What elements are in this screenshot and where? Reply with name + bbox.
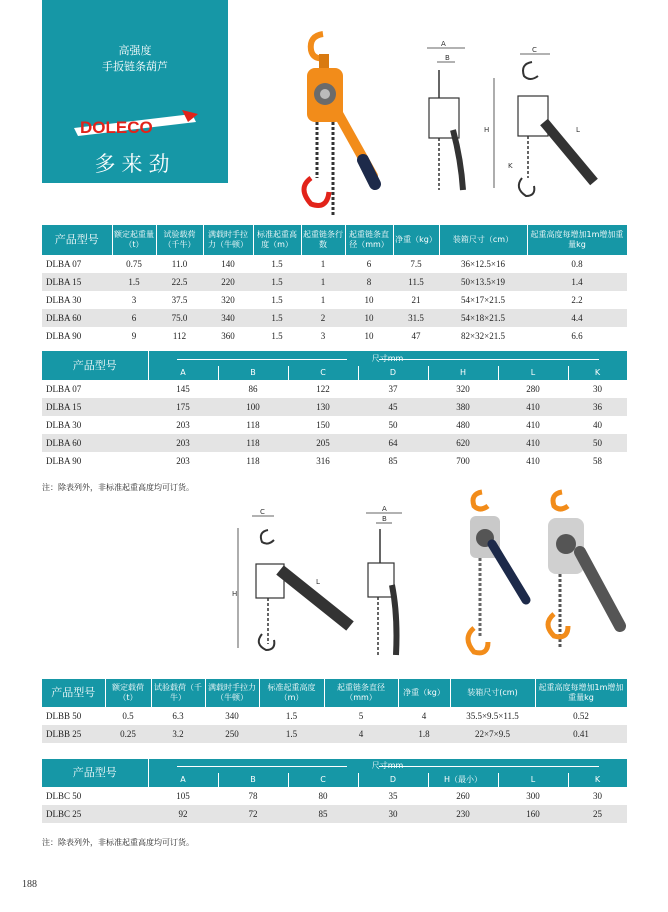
t4-group-header-cell (148, 759, 627, 773)
value-cell: 100 (218, 398, 288, 416)
t4-model-header: 产品型号 (42, 759, 148, 787)
t2-col-header: K (568, 366, 627, 380)
value-cell: 2 (301, 309, 345, 327)
label-c: C (532, 46, 537, 54)
value-cell: 7.5 (393, 255, 439, 273)
value-cell: 320 (203, 291, 253, 309)
label-k: K (508, 162, 513, 170)
value-cell: 0.5 (105, 707, 151, 725)
t3-header: 试验载荷（千牛） (151, 679, 205, 707)
value-cell: 118 (218, 434, 288, 452)
value-cell: 54×18×21.5 (439, 309, 527, 327)
value-cell: 380 (428, 398, 498, 416)
model-cell: DLBA 30 (42, 416, 148, 434)
value-cell: 4 (398, 707, 450, 725)
t4-col-header: D (358, 773, 428, 787)
model-cell: DLBB 25 (42, 725, 105, 743)
spec-table-dlbb (42, 679, 628, 743)
brand-name-cn: 多来劲 (94, 152, 176, 176)
table-row (42, 434, 627, 452)
header-title-line1: 高强度 (118, 44, 152, 57)
value-cell: 250 (205, 725, 259, 743)
t1-header: 起重高度每增加1m增加重量kg (527, 225, 627, 255)
value-cell: 1 (301, 273, 345, 291)
table-row (42, 452, 627, 470)
model-cell: DLBA 15 (42, 273, 112, 291)
label-b: B (382, 515, 387, 523)
t2-col-header: B (218, 366, 288, 380)
model-cell: DLBA 15 (42, 398, 148, 416)
t2-model-header: 产品型号 (42, 351, 148, 380)
label-a: A (441, 40, 446, 48)
t3-body (42, 707, 627, 743)
lever-hoist-photo (285, 28, 377, 220)
t4-col-header: L (498, 773, 568, 787)
model-cell: DLBA 07 (42, 255, 112, 273)
model-cell: DLBA 90 (42, 452, 148, 470)
doleco-logo (70, 108, 200, 142)
value-cell: 1.4 (527, 273, 627, 291)
footnote-1: 注：除表列外，非标准起重高度均可订货。 (42, 483, 194, 492)
value-cell: 0.52 (535, 707, 627, 725)
table-row (42, 380, 627, 398)
table-row (42, 725, 627, 743)
value-cell: 1 (301, 291, 345, 309)
t4-rule-right (379, 766, 599, 767)
value-cell: 30 (568, 787, 627, 805)
value-cell: 203 (148, 434, 218, 452)
value-cell: 30 (358, 805, 428, 823)
table-row (42, 805, 627, 823)
model-cell: DLBA 90 (42, 327, 112, 345)
dlbb-photo-small (458, 488, 532, 658)
value-cell: 31.5 (393, 309, 439, 327)
t1-body (42, 255, 627, 345)
value-cell: 0.8 (527, 255, 627, 273)
value-cell: 50 (358, 416, 428, 434)
value-cell: 205 (288, 434, 358, 452)
value-cell: 3 (301, 327, 345, 345)
value-cell: 122 (288, 380, 358, 398)
value-cell: 11.0 (156, 255, 203, 273)
table-row (42, 707, 627, 725)
t4-group-header: 尺寸mm (371, 761, 404, 770)
value-cell: 118 (218, 416, 288, 434)
label-b: B (445, 54, 450, 62)
value-cell: 22×7×9.5 (450, 725, 535, 743)
value-cell: 4 (324, 725, 398, 743)
value-cell: 9 (112, 327, 156, 345)
dimension-table-dlba (42, 351, 628, 470)
value-cell: 6 (345, 255, 393, 273)
value-cell: 82×32×21.5 (439, 327, 527, 345)
model-cell: DLBA 60 (42, 309, 112, 327)
value-cell: 2.2 (527, 291, 627, 309)
value-cell: 0.25 (105, 725, 151, 743)
t4-col-header: C (288, 773, 358, 787)
value-cell: 140 (203, 255, 253, 273)
t3-header: 装箱尺寸(cm) (450, 679, 535, 707)
value-cell: 40 (568, 416, 627, 434)
t1-header: 产品型号 (42, 225, 112, 255)
value-cell: 22.5 (156, 273, 203, 291)
model-cell: DLBA 60 (42, 434, 148, 452)
footnote-2: 注：除表列外，非标准起重高度均可订货。 (42, 838, 194, 847)
table-row (42, 398, 627, 416)
value-cell: 4.4 (527, 309, 627, 327)
value-cell: 36 (568, 398, 627, 416)
label-l: L (576, 126, 580, 134)
value-cell: 36×12.5×16 (439, 255, 527, 273)
value-cell: 1.5 (253, 309, 301, 327)
label-a: A (382, 505, 387, 513)
value-cell: 410 (498, 416, 568, 434)
table-row (42, 255, 627, 273)
value-cell: 230 (428, 805, 498, 823)
t2-group-header: 尺寸mm (371, 353, 404, 363)
value-cell: 410 (498, 398, 568, 416)
value-cell: 78 (218, 787, 288, 805)
value-cell: 80 (288, 787, 358, 805)
value-cell: 316 (288, 452, 358, 470)
model-cell: DLBC 25 (42, 805, 148, 823)
t3-header: 净重（kg） (398, 679, 450, 707)
value-cell: 203 (148, 452, 218, 470)
value-cell: 1.5 (253, 291, 301, 309)
page-number: 188 (22, 879, 37, 890)
value-cell: 145 (148, 380, 218, 398)
dlbc-photo-large (540, 488, 626, 660)
value-cell: 8 (345, 273, 393, 291)
logo-text: DOLECO (80, 118, 153, 137)
t4-col-header: A (148, 773, 218, 787)
value-cell: 1.5 (112, 273, 156, 291)
value-cell: 64 (358, 434, 428, 452)
value-cell: 150 (288, 416, 358, 434)
value-cell: 6.6 (527, 327, 627, 345)
t1-header: 标准起重高度（m） (253, 225, 301, 255)
t2-rule-left (177, 359, 347, 360)
t4-col-header: H（最小） (428, 773, 498, 787)
label-l: L (316, 578, 320, 586)
value-cell: 6 (112, 309, 156, 327)
model-cell: DLBC 50 (42, 787, 148, 805)
value-cell: 3 (112, 291, 156, 309)
value-cell: 3.2 (151, 725, 205, 743)
t1-header: 试验载荷（千牛） (156, 225, 203, 255)
value-cell: 25 (568, 805, 627, 823)
value-cell: 75.0 (156, 309, 203, 327)
value-cell: 260 (428, 787, 498, 805)
value-cell: 50 (568, 434, 627, 452)
value-cell: 410 (498, 452, 568, 470)
dlbb-side-drawing (232, 508, 354, 658)
value-cell: 86 (218, 380, 288, 398)
value-cell: 0.75 (112, 255, 156, 273)
t1-header: 起重链条直径（mm） (345, 225, 393, 255)
t3-header: 起重高度每增加1m增加重量kg (535, 679, 627, 707)
t2-body (42, 380, 627, 470)
t3-header: 额定载荷（t） (105, 679, 151, 707)
value-cell: 58 (568, 452, 627, 470)
value-cell: 30 (568, 380, 627, 398)
spec-table-dlba (42, 225, 628, 345)
table-row (42, 416, 627, 434)
t4-col-header: B (218, 773, 288, 787)
side-view-drawing (484, 46, 608, 200)
value-cell: 340 (205, 707, 259, 725)
value-cell: 203 (148, 416, 218, 434)
value-cell: 280 (498, 380, 568, 398)
table-row (42, 327, 627, 345)
value-cell: 11.5 (393, 273, 439, 291)
value-cell: 35.5×9.5×11.5 (450, 707, 535, 725)
t4-body (42, 787, 627, 823)
value-cell: 175 (148, 398, 218, 416)
value-cell: 410 (498, 434, 568, 452)
value-cell: 480 (428, 416, 498, 434)
value-cell: 160 (498, 805, 568, 823)
value-cell: 92 (148, 805, 218, 823)
dimension-table-dlbc (42, 759, 628, 823)
label-h: H (232, 590, 238, 598)
dlbb-front-drawing (352, 505, 410, 667)
table-row (42, 273, 627, 291)
value-cell: 72 (218, 805, 288, 823)
t3-header: 满载时手拉力（牛顿） (205, 679, 259, 707)
value-cell: 300 (498, 787, 568, 805)
value-cell: 47 (393, 327, 439, 345)
value-cell: 105 (148, 787, 218, 805)
value-cell: 0.41 (535, 725, 627, 743)
t3-header: 标准起重高度（m） (259, 679, 324, 707)
value-cell: 1.5 (253, 327, 301, 345)
value-cell: 130 (288, 398, 358, 416)
value-cell: 1.5 (253, 273, 301, 291)
t2-rule-right (379, 359, 599, 360)
value-cell: 1.5 (259, 707, 324, 725)
t1-header: 满载时手拉力（牛顿） (203, 225, 253, 255)
t1-header: 净重（kg） (393, 225, 439, 255)
table-row (42, 309, 627, 327)
value-cell: 10 (345, 309, 393, 327)
header-panel (42, 0, 228, 183)
t3-header: 起重链条直径（mm） (324, 679, 398, 707)
t2-col-header: D (358, 366, 428, 380)
value-cell: 21 (393, 291, 439, 309)
t2-group-header-cell (148, 351, 627, 366)
value-cell: 1.8 (398, 725, 450, 743)
value-cell: 1.5 (259, 725, 324, 743)
table-row (42, 291, 627, 309)
value-cell: 5 (324, 707, 398, 725)
value-cell: 54×17×21.5 (439, 291, 527, 309)
value-cell: 360 (203, 327, 253, 345)
label-c: C (260, 508, 265, 516)
t1-header: 额定起重量（t） (112, 225, 156, 255)
t3-header: 产品型号 (42, 679, 105, 707)
label-h: H (484, 126, 490, 134)
t4-rule-left (177, 766, 347, 767)
value-cell: 37.5 (156, 291, 203, 309)
value-cell: 50×13.5×19 (439, 273, 527, 291)
model-cell: DLBA 30 (42, 291, 112, 309)
t2-col-header: C (288, 366, 358, 380)
value-cell: 340 (203, 309, 253, 327)
value-cell: 620 (428, 434, 498, 452)
value-cell: 10 (345, 291, 393, 309)
value-cell: 85 (358, 452, 428, 470)
t2-col-header: A (148, 366, 218, 380)
front-view-drawing (405, 40, 485, 200)
value-cell: 1.5 (253, 255, 301, 273)
t2-col-header: H (428, 366, 498, 380)
model-cell: DLBA 07 (42, 380, 148, 398)
t1-header: 装箱尺寸（cm） (439, 225, 527, 255)
value-cell: 45 (358, 398, 428, 416)
value-cell: 1 (301, 255, 345, 273)
value-cell: 118 (218, 452, 288, 470)
value-cell: 85 (288, 805, 358, 823)
value-cell: 6.3 (151, 707, 205, 725)
t1-header: 起重链条行数 (301, 225, 345, 255)
t2-col-header: L (498, 366, 568, 380)
value-cell: 320 (428, 380, 498, 398)
value-cell: 35 (358, 787, 428, 805)
value-cell: 37 (358, 380, 428, 398)
table-row (42, 787, 627, 805)
model-cell: DLBB 50 (42, 707, 105, 725)
value-cell: 112 (156, 327, 203, 345)
value-cell: 10 (345, 327, 393, 345)
t4-col-header: K (568, 773, 627, 787)
value-cell: 700 (428, 452, 498, 470)
value-cell: 220 (203, 273, 253, 291)
header-title-line2: 手扳链条葫芦 (102, 60, 168, 73)
